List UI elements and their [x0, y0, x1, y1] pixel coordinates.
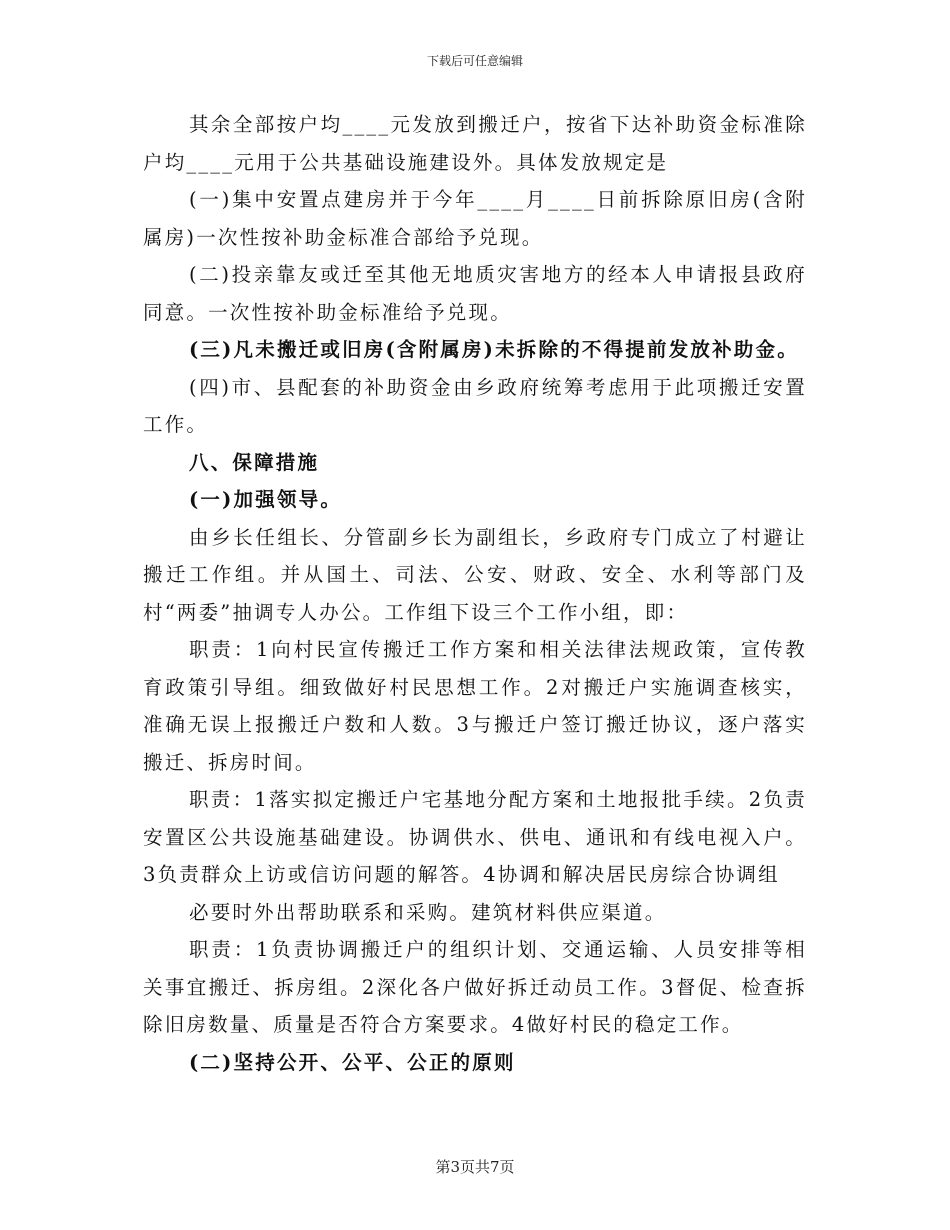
paragraph-7: 职责：1向村民宣传搬迁工作方案和相关法律法规政策，宣传教育政策引导组。细致做好村民思想工作。2对搬迁户实施调查核实，准确无误上报搬迁户数和人数。3与搬迁户签订搬迁协议，逐户落实搬迁、拆房时间。 [143, 638, 807, 774]
subsection-heading-2: (二)坚持公开、公平、公正的原则 [189, 1050, 516, 1074]
paragraph-9: 必要时外出帮助联系和采购。建筑材料供应渠道。 [189, 900, 667, 924]
paragraph-4: (三)凡未搬迁或旧房(含附属房)未拆除的不得提前发放补助金。 [189, 338, 799, 361]
paragraph-5: (四)市、县配套的补助资金由乡政府统筹考虑用于此项搬迁安置工作。 [143, 375, 807, 436]
subsection-heading-1: (一)加强领导。 [189, 488, 343, 511]
document-body [143, 106, 807, 1081]
paragraph-6: 由乡长任组长、分管副乡长为副组长，乡政府专门成立了村避让搬迁工作组。并从国土、司法、公安、财政、安全、水利等部门及村“两委”抽调专人办公。工作组下设三个工作小组，即： [143, 525, 807, 624]
paragraph-1: 其余全部按户均____元发放到搬迁户，按省下达补助资金标准除户均____元用于公共基础设施建设外。具体发放规定是 [143, 113, 807, 174]
paragraph-2: (一)集中安置点建房并于今年____月____日前拆除原旧房(含附属房)一次性按补助金标准合部给予兑现。 [143, 188, 807, 249]
paragraph-3: (二)投亲靠友或迁至其他无地质灾害地方的经本人申请报县政府同意。一次性按补助金标准给予兑现。 [143, 263, 807, 324]
section-heading-8: 八、保障措施 [189, 450, 320, 474]
paragraph-10: 职责：1负责协调搬迁户的组织计划、交通运输、人员安排等相关事宜搬迁、拆房组。2深化各户做好拆迁动员工作。3督促、检查拆除旧房数量、质量是否符合方案要求。4做好村民的稳定工作。 [143, 938, 807, 1036]
paragraph-8: 职责：1落实拟定搬迁户宅基地分配方案和土地报批手续。2负责安置区公共设施基础建设。协调供水、供电、通讯和有线电视入户。3负责群众上访或信访问题的解答。4协调和解决居民房综合协调组 [143, 788, 807, 886]
page-footer: 第3页共7页 [435, 1158, 515, 1176]
page-header: 下载后可任意编辑 [426, 54, 523, 68]
